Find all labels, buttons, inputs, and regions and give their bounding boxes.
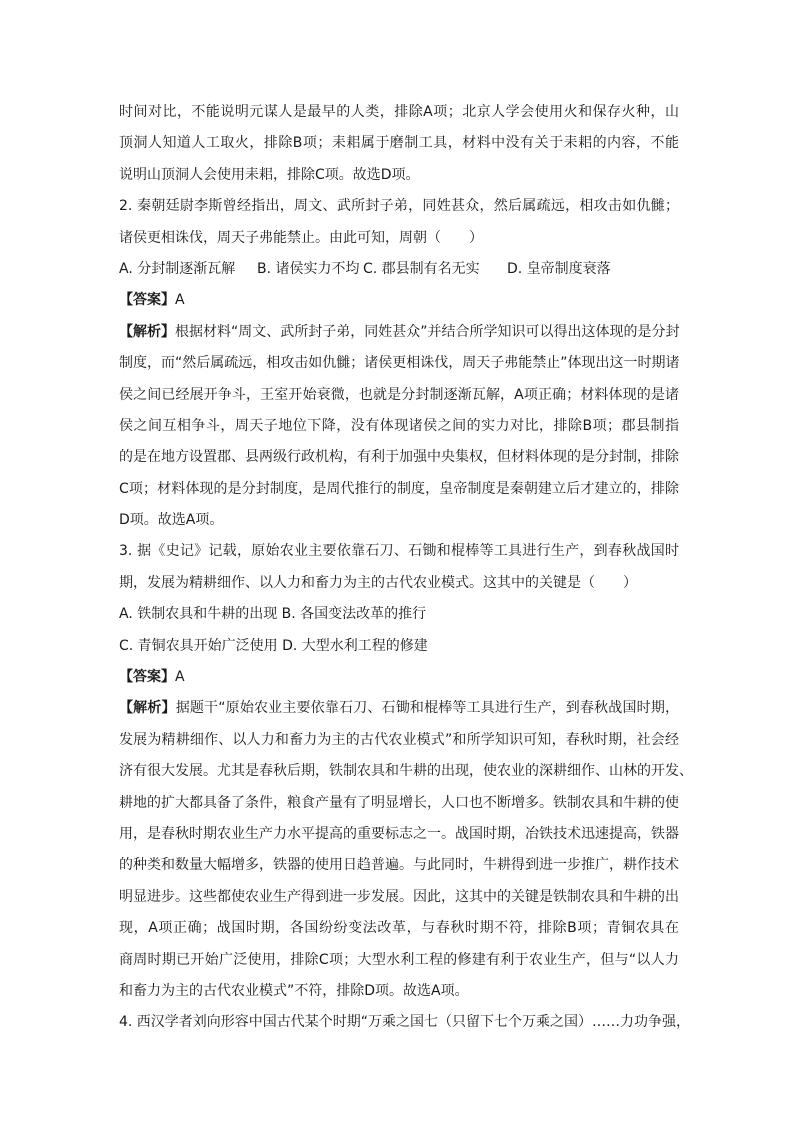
answer-row [119, 662, 679, 693]
analysis-line: 用，是春秋时期农业生产力水平提高的重要标志之一。战国时期，冶铁技术迅速提高，铁器 [119, 825, 679, 842]
option-b: B. 诸侯实力不均 [257, 260, 360, 277]
analysis-line [119, 317, 679, 348]
question-2-stem: 2. 秦朝廷尉李斯曾经指出，周文、武所封子弟，同姓甚众，然后属疏远，相攻击如仇雠； [119, 198, 679, 215]
analysis-line: 明显进步。这些都使农业生产得到进一步发展。因此，这其中的关键是铁制农具和牛耕的出 [119, 888, 679, 905]
analysis-line: C项；材料体现的是分封制度，是周代推行的制度，皇帝制度是秦朝建立后才建立的，排除 [119, 480, 679, 497]
answer-value: A [175, 292, 185, 309]
analysis-line: 侯之间已经展开争斗，王室开始衰微，也就是分封制逐渐瓦解，A项正确；材料体现的是诸 [119, 386, 679, 403]
question-3-stem: 3. 据《史记》记载，原始农业主要依靠石刀、石锄和棍棒等工具进行生产，到春秋战国时 [119, 543, 679, 560]
analysis-line: 制度，而“然后属疏远，相攻击如仇雠；诸侯更相诛伐，周天子弗能禁止”体现出这一时期诸 [119, 355, 680, 372]
analysis-line: 耕地的扩大都具备了条件，粮食产量有了明显增长，人口也不断增多。铁制农具和牛耕的使 [119, 794, 679, 811]
analysis-tag: 【解析】 [119, 700, 176, 717]
text-line: 说明山顶洞人会使用耒耜，排除C项。故选D项。 [119, 166, 420, 183]
text-line: 时间对比，不能说明元谋人是最早的人类，排除A项；北京人学会使用火和保存火种，山 [119, 104, 679, 120]
analysis-line: 侯之间互相争斗，周天子地位下降，没有体现诸侯之间的实力对比，排除B项；郡县制指 [119, 417, 679, 434]
question-2-options [119, 254, 679, 285]
analysis-line: 和畜力为主的古代农业模式”不符，排除D项。故选A项。 [119, 982, 469, 999]
answer-tag: 【答案】 [119, 669, 175, 686]
analysis-line: 的种类和数量大幅增多，铁器的使用日趋普遍。与此同时，牛耕得到进一步推广，耕作技术 [119, 857, 679, 874]
analysis-line: 现，A项正确；战国时期，各国纷纷变法改革，与春秋时期不符，排除B项；青铜农具在 [119, 920, 679, 937]
analysis-line: 济有很大发展。尤其是春秋后期，铁制农具和牛耕的出现，使农业的深耕细作、山林的开发、 [119, 763, 693, 780]
analysis-text: 据题干“原始农业主要依靠石刀、石锄和棍棒等工具进行生产，到春秋战国时期， [175, 700, 679, 717]
document-page [119, 97, 693, 1039]
answer-tag: 【答案】 [119, 292, 175, 309]
analysis-line [119, 693, 679, 724]
question-3-stem: 期，发展为精耕细作、以人力和畜力为主的古代农业模式。这其中的关键是（ ） [119, 574, 637, 591]
analysis-line: 商周时期已开始广泛使用，排除C项；大型水利工程的修建有利于农业生产，但与“以人力 [119, 951, 679, 968]
answer-row [119, 285, 679, 316]
analysis-line: D项。故选A项。 [119, 512, 224, 529]
question-4-stem: 4. 西汉学者刘向形容中国古代某个时期“万乘之国七（只留下七个万乘之国）……力功争强， [119, 1014, 691, 1031]
option-c: C. 郡县制有名无实 [363, 260, 480, 277]
analysis-text: 根据材料“周文、武所封子弟，同姓甚众”并结合所学知识可以得出这体现的是分封 [175, 323, 680, 340]
question-2-stem: 诸侯更相诛伐，周天子弗能禁止。由此可知，周朝（ ） [119, 229, 483, 246]
analysis-line: 的是在地方设置郡、县两级行政机构，有利于加强中央集权，但材料体现的是分封制，排除 [119, 449, 679, 466]
question-3-options-row: A. 铁制农具和牛耕的出现 B. 各国变法改革的推行 [119, 606, 427, 623]
question-3-options-row: C. 青铜农具开始广泛使用 D. 大型水利工程的修建 [119, 637, 428, 654]
text-line: 顶洞人知道人工取火，排除B项；耒耜属于磨制工具，材料中没有关于耒耜的内容，不能 [119, 135, 679, 152]
analysis-tag: 【解析】 [119, 323, 175, 340]
option-d: D. 皇帝制度衰落 [507, 260, 611, 277]
answer-value: A [175, 669, 185, 686]
option-a: A. 分封制逐渐瓦解 [119, 260, 236, 277]
analysis-line: 发展为精耕细作、以人力和畜力为主的古代农业模式”和所学知识可知，春秋时期，社会经 [119, 731, 679, 748]
